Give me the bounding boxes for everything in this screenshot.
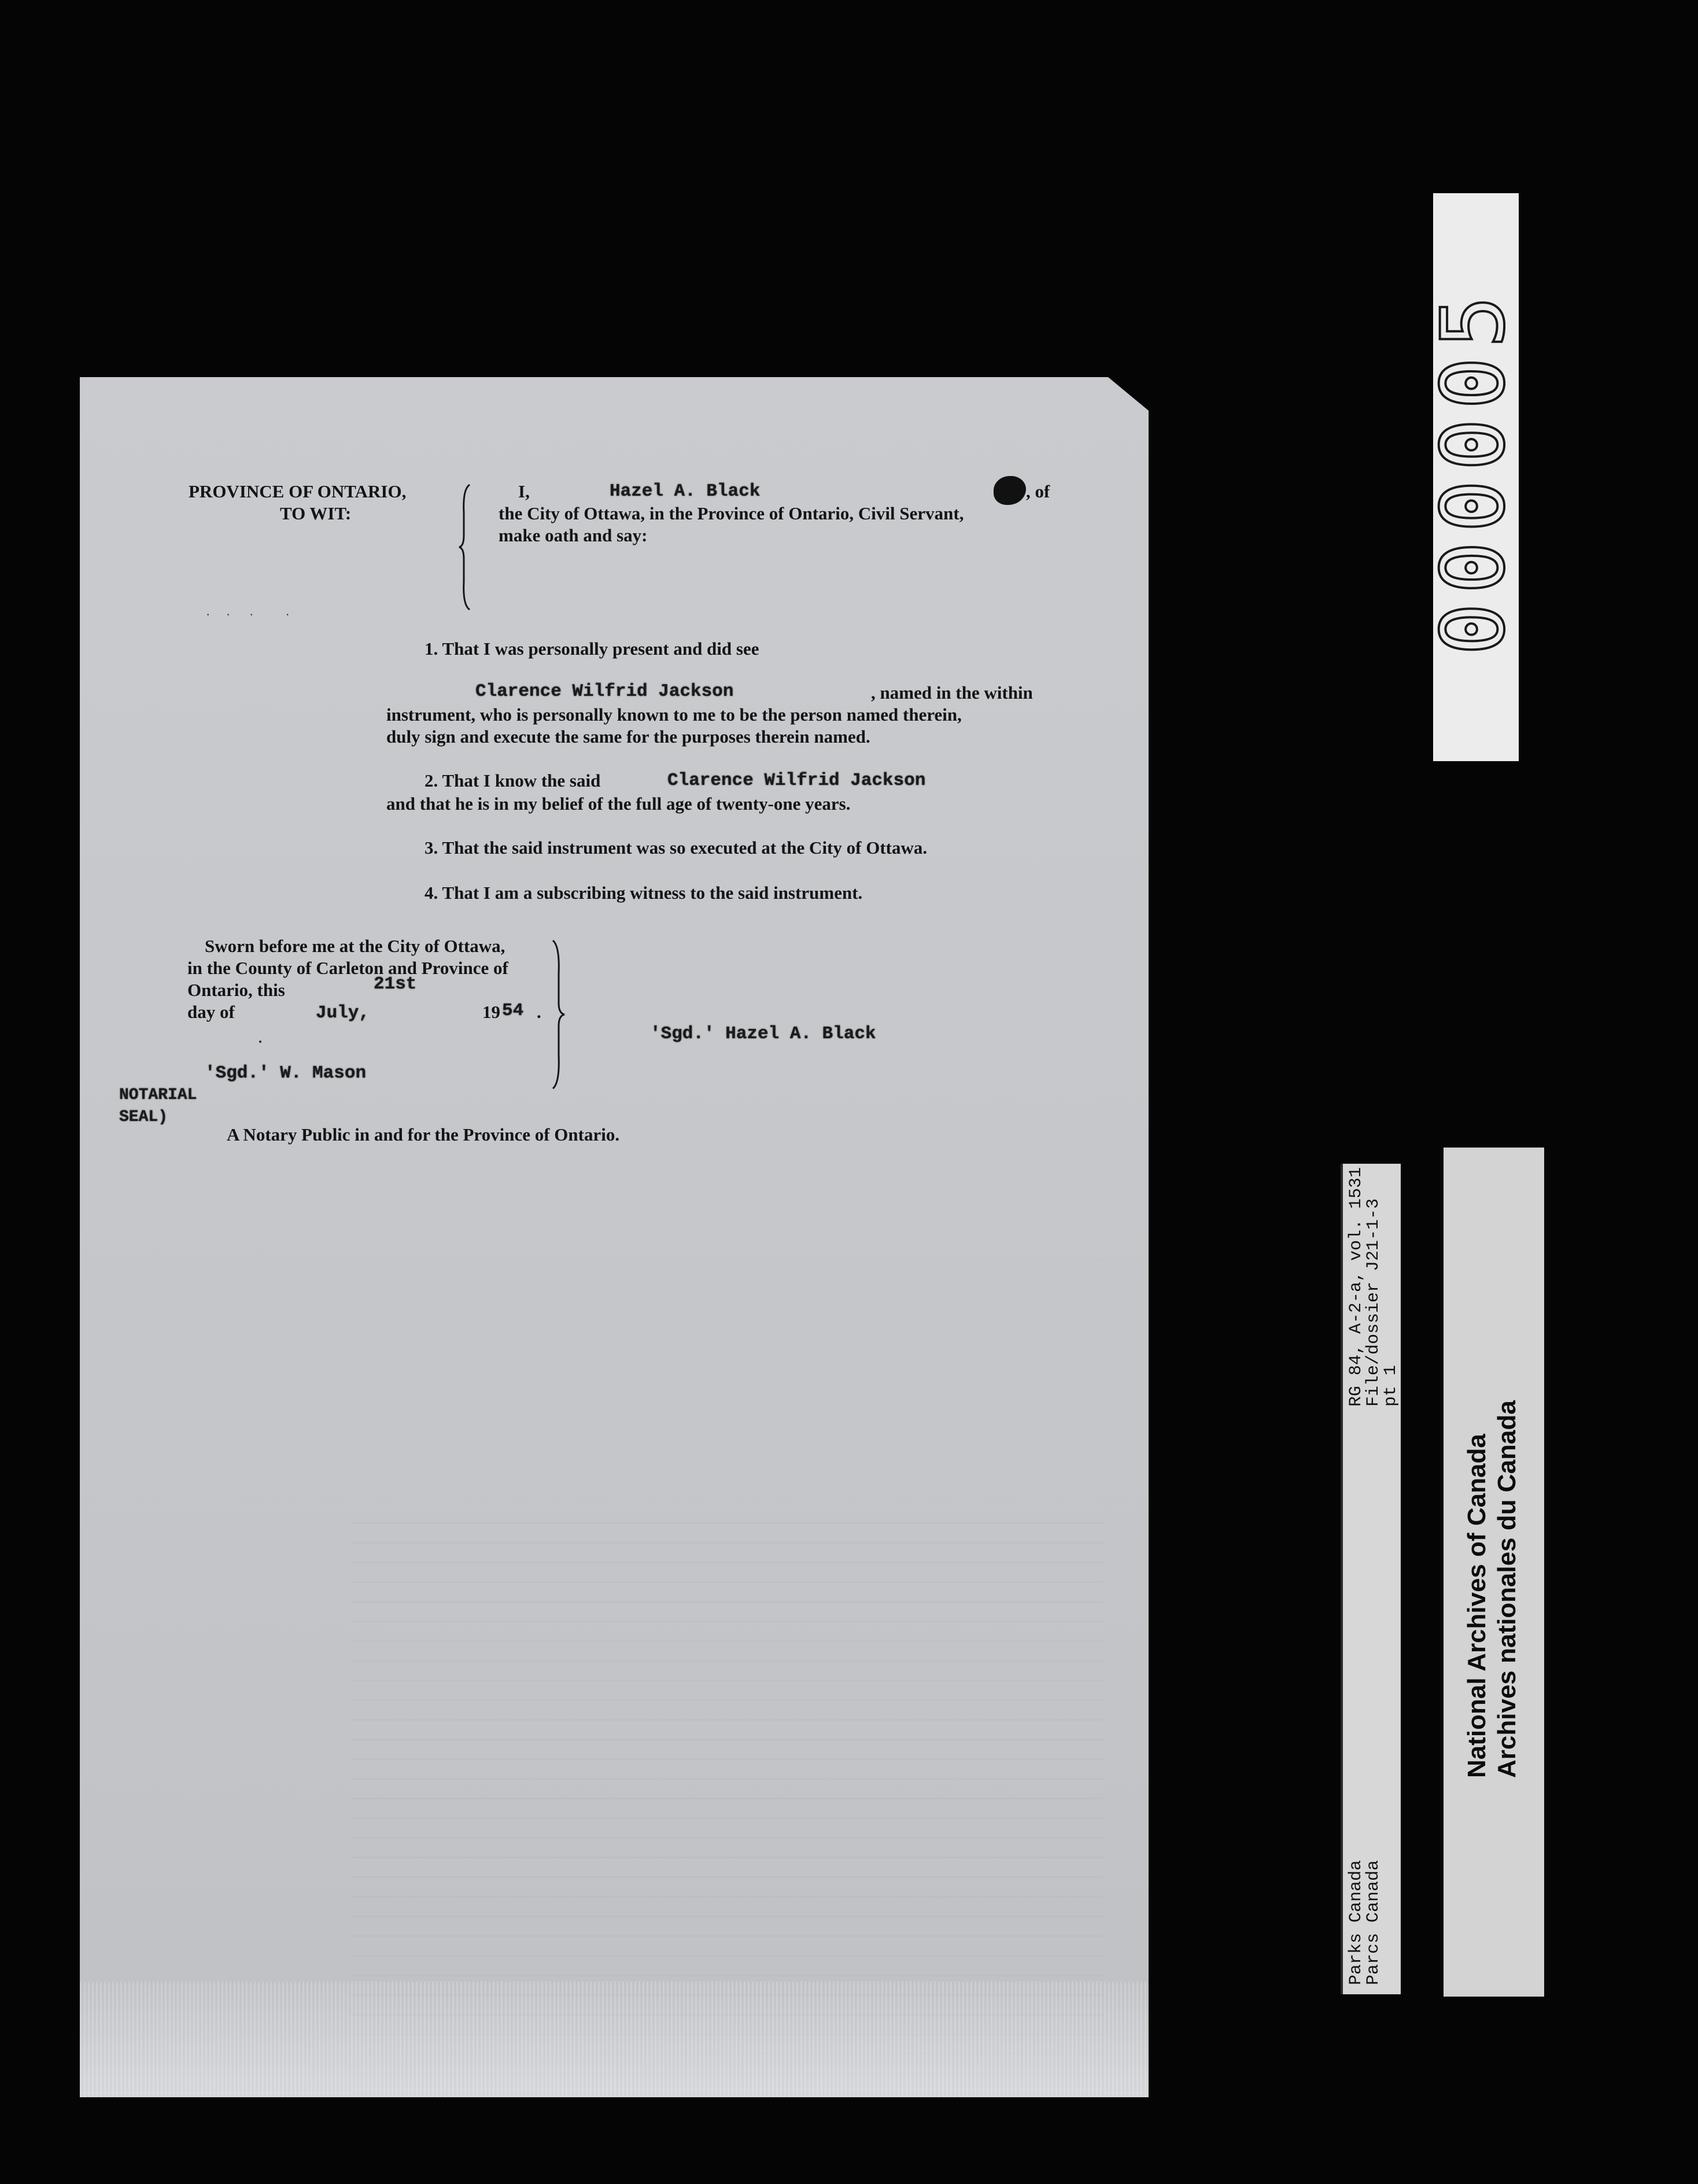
frame-number-tape xyxy=(1423,193,1524,761)
intro-i: I, xyxy=(518,481,530,501)
speck-marks: · · · · xyxy=(206,607,290,622)
para2-line2: and that he is in my belief of the full age of twenty-one years. xyxy=(386,794,851,814)
header-line-3: make oath and say: xyxy=(499,525,648,545)
jurat-day-of: day of xyxy=(187,1002,235,1022)
para1-line1: 1. That I was personally present and did see xyxy=(424,639,759,659)
para2-name: Clarence Wilfrid Jackson xyxy=(667,770,926,791)
para1-name: Clarence Wilfrid Jackson xyxy=(475,681,734,702)
deponent-name: Hazel A. Black xyxy=(610,481,761,501)
affidavit-page xyxy=(80,377,1149,2097)
frame-number: 000005 xyxy=(1423,286,1524,655)
of-text: , of xyxy=(1026,481,1050,501)
para4: 4. That I am a subscribing witness to the said instrument. xyxy=(424,883,863,903)
parks-canada-en: Parks Canada xyxy=(1346,1860,1366,1985)
archives-label xyxy=(1444,1148,1544,1997)
para3: 3. That the said instrument was so executed at the City of Ottawa. xyxy=(424,838,928,858)
para1-line4: duly sign and execute the same for the purposes therein named. xyxy=(386,726,870,747)
reference-line-3: pt 1 xyxy=(1381,1364,1401,1407)
jurat-line3: Ontario, this xyxy=(187,980,285,1000)
jurat-line2: in the County of Carleton and Province of xyxy=(187,958,508,978)
jurat-year-prefix: 19 xyxy=(482,1002,500,1022)
jurat-month: July, xyxy=(316,1003,370,1023)
jurat-brace xyxy=(549,939,567,1093)
para1-line3: instrument, who is personally known to me to be the person named therein, xyxy=(386,704,962,725)
notarial-label: NOTARIAL xyxy=(119,1086,197,1104)
archives-en: National Archives of Canada xyxy=(1463,1434,1491,1778)
jurat-line1: Sworn before me at the City of Ottawa, xyxy=(205,936,505,956)
notary-signature: 'Sgd.' W. Mason xyxy=(205,1063,367,1083)
header-line-2: the City of Ottawa, in the Province of Ontario, Civil Servant, xyxy=(499,503,964,523)
notary-title: A Notary Public in and for the Province of Ontario. xyxy=(227,1124,620,1145)
reference-line-1: RG 84, A-2-a, vol. 1531 xyxy=(1346,1167,1366,1407)
reference-line-2: File/dossier J21-1-3 xyxy=(1364,1198,1383,1407)
jurat-day-value: 21st xyxy=(374,974,417,994)
header-brace xyxy=(458,484,475,614)
jurat-year-suffix: 54 xyxy=(502,1001,524,1021)
reference-label xyxy=(1341,1164,1401,1994)
to-wit: TO WIT: xyxy=(280,503,352,523)
dot-mark: · xyxy=(258,1035,263,1050)
para1-line2-tail: , named in the within xyxy=(871,682,1033,703)
jurat-period: . xyxy=(537,1002,541,1022)
para2-lead: 2. That I know the said xyxy=(424,770,601,791)
deponent-signature: 'Sgd.' Hazel A. Black xyxy=(650,1024,876,1044)
province-heading: PROVINCE OF ONTARIO, xyxy=(189,481,407,501)
seal-label: SEAL) xyxy=(119,1108,168,1126)
archives-fr: Archives nationales du Canada xyxy=(1493,1400,1521,1778)
parks-canada-fr: Parcs Canada xyxy=(1364,1860,1383,1985)
page-bottom-fade xyxy=(80,1982,1149,2097)
